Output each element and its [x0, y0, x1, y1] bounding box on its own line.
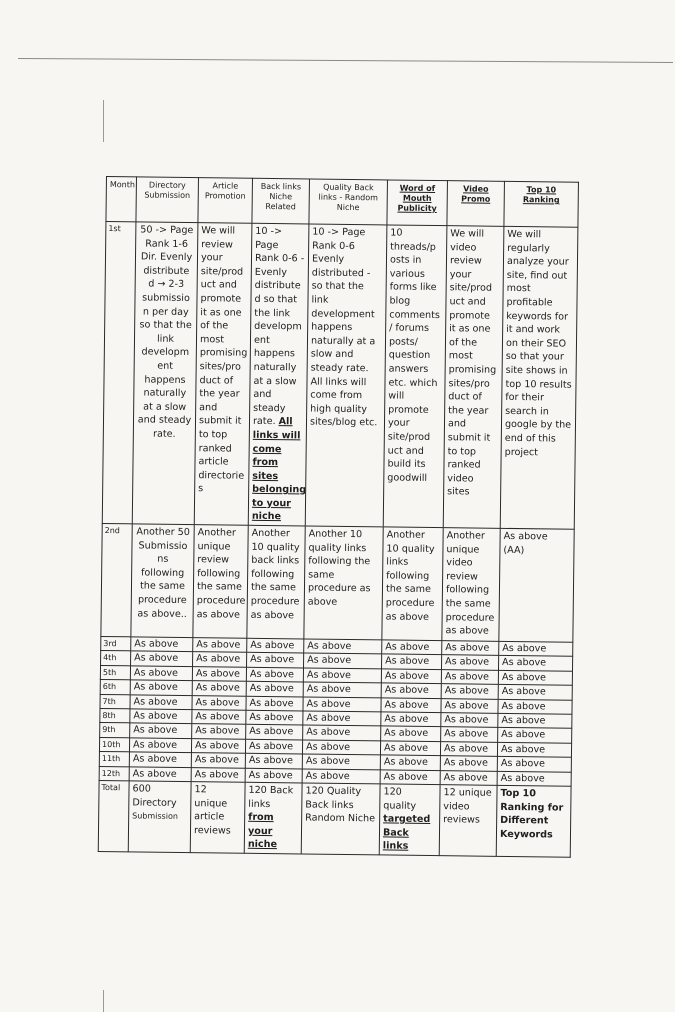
cell-word-of-mouth: As above — [381, 698, 441, 713]
cell-quality: As above — [302, 754, 380, 769]
cell-top10: As above — [498, 699, 572, 714]
total-directory-sub: Submission — [132, 811, 178, 822]
total-article: 12 unique article reviews — [190, 782, 245, 854]
cell-article: As above — [192, 681, 246, 696]
cell-backlinks: As above — [245, 768, 302, 783]
cell-word-of-mouth: As above — [382, 640, 442, 655]
total-wom-text: 120 quality — [383, 786, 417, 812]
cell-word-of-mouth: As above — [381, 669, 441, 684]
table-row — [102, 222, 578, 530]
month-cell: 1st — [102, 222, 136, 524]
cell-backlinks: As above — [247, 653, 304, 668]
cell-word-of-mouth: 10 threads/p osts in various forms like blog comments / forums posts/ question answers etc. which will promote your site/prod uct and build its goodwill — [383, 225, 447, 528]
cell-video: As above — [440, 756, 497, 771]
cell-directory: Another 50 Submissio ns following the same procedure as above.. — [131, 524, 194, 638]
total-video: 12 unique video reviews — [439, 785, 497, 857]
cell-article: As above — [191, 738, 245, 753]
scanned-document — [98, 176, 578, 852]
cell-word-of-mouth: As above — [382, 654, 442, 669]
cell-top10: As above — [498, 670, 572, 685]
cell-quality: As above — [303, 711, 381, 726]
cell-video: As above — [441, 655, 498, 670]
cell-top10: As above — [497, 742, 571, 757]
cell-top10: As above — [498, 685, 572, 700]
total-word-of-mouth — [379, 784, 440, 856]
cell-video: As above — [441, 698, 498, 713]
cell-directory: As above — [130, 666, 192, 681]
total-backlinks-text: 120 Back links — [248, 784, 294, 810]
cell-video: As above — [441, 669, 498, 684]
cell-top10: As above (AA) — [499, 528, 574, 642]
cell-directory: As above — [130, 723, 192, 738]
cell-quality: As above — [304, 639, 382, 654]
cell-video: As above — [441, 727, 498, 742]
total-backlinks-emphasis: from your niche — [247, 811, 278, 851]
cell-backlinks: As above — [245, 753, 302, 768]
total-backlinks — [244, 782, 302, 854]
cell-directory: As above — [131, 651, 193, 666]
total-directory — [128, 781, 191, 853]
cell-top10: As above — [497, 757, 571, 772]
cell-article: As above — [193, 638, 247, 653]
total-quality: 120 Quality Back links Random Niche — [301, 783, 380, 855]
cell-top10: As above — [497, 771, 571, 786]
month-cell: 11th — [99, 752, 129, 767]
month-cell: 7th — [100, 694, 130, 709]
cell-directory: As above — [131, 637, 193, 652]
cell-video: Another unique video review following the same procedure as above — [442, 528, 500, 642]
header-month: Month — [106, 177, 137, 222]
cell-backlinks: As above — [246, 696, 303, 711]
cell-video: As above — [441, 684, 498, 699]
scan-margin-mark — [103, 990, 104, 1012]
header-directory: Directory Submission — [136, 177, 199, 223]
cell-quality: Another 10 quality links following the same procedure as above — [304, 526, 383, 640]
cell-word-of-mouth: As above — [380, 755, 440, 770]
cell-article: As above — [191, 767, 245, 782]
cell-top10: As above — [499, 641, 573, 656]
cell-backlinks: As above — [245, 739, 302, 754]
cell-top10: We will regularly analyze your site, find out most profitable keywords for it and work on their SEO so that your site shows in top 10 results for their search in google by the end of this project — [500, 226, 578, 529]
cell-top10: As above — [498, 656, 572, 671]
cell-article: As above — [192, 695, 246, 710]
scan-margin-mark — [103, 100, 104, 142]
cell-top10: As above — [498, 728, 572, 743]
cell-article: As above — [191, 753, 245, 768]
table-row — [101, 524, 574, 643]
cell-article: We will review your site/prod uct and promote it as one of the most promising sites/pro duct of the year and submit it to top ranked article directorie s — [194, 223, 252, 526]
cell-backlinks — [248, 223, 309, 526]
header-backlinks: Back links Niche Related — [252, 178, 310, 224]
cell-word-of-mouth: As above — [380, 769, 440, 784]
month-cell: 2nd — [101, 524, 132, 637]
month-cell: 9th — [100, 723, 130, 738]
cell-directory: As above — [130, 709, 192, 724]
cell-quality: As above — [303, 725, 381, 740]
cell-backlinks-emphasis: All links will come from sites belonging to your niche — [251, 416, 307, 523]
month-cell: 5th — [100, 665, 130, 680]
total-directory-main: 600 Directory — [132, 783, 177, 809]
month-cell: 3rd — [101, 637, 131, 652]
cell-word-of-mouth: Another 10 quality links following the same procedure as above — [382, 527, 443, 641]
cell-video: As above — [440, 770, 497, 785]
cell-video: As above — [440, 741, 497, 756]
cell-word-of-mouth: As above — [380, 741, 440, 756]
cell-backlinks: As above — [247, 638, 304, 653]
cell-backlinks: As above — [246, 710, 303, 725]
cell-directory: As above — [130, 680, 192, 695]
cell-backlinks: As above — [246, 667, 303, 682]
cell-directory: As above — [129, 752, 191, 767]
month-cell: 12th — [99, 766, 129, 781]
month-cell: 10th — [99, 737, 129, 752]
total-label: Total — [98, 780, 129, 851]
cell-article: As above — [192, 724, 246, 739]
cell-article: As above — [193, 652, 247, 667]
scan-top-line — [18, 58, 673, 63]
cell-backlinks: Another 10 quality back links following the same procedure as above — [247, 525, 305, 639]
cell-quality: As above — [304, 653, 382, 668]
total-wom-emphasis: targeted Back links — [382, 813, 431, 853]
cell-quality: As above — [303, 697, 381, 712]
table-header-row — [106, 177, 579, 228]
cell-quality: As above — [302, 740, 380, 755]
total-top10: Top 10 Ranking for Different Keywords — [496, 785, 571, 857]
header-top10: Top 10 Ranking — [504, 181, 579, 227]
seo-plan-table — [98, 176, 579, 858]
cell-backlinks-text: 10 -> Page Rank 0-6 - Evenly distribute d so that the link developm ent happens naturally at a slow and steady rate. — [252, 225, 305, 428]
header-word-of-mouth: Word of Mouth Publicity — [387, 180, 448, 226]
header-video: Video Promo — [447, 181, 505, 227]
cell-top10: As above — [498, 713, 572, 728]
total-row — [98, 780, 571, 857]
cell-quality: As above — [303, 668, 381, 683]
cell-article: Another unique review following the same procedure as above — [193, 525, 248, 639]
cell-quality: 10 -> Page Rank 0-6 Evenly distributed - so that the link development happens naturally at a slow and steady rate. All links will come from high quality sites/blog etc. — [305, 224, 387, 527]
cell-word-of-mouth: As above — [381, 683, 441, 698]
cell-quality: As above — [302, 769, 380, 784]
cell-article: As above — [192, 710, 246, 725]
month-cell: 8th — [100, 708, 130, 723]
cell-directory: 50 -> Page Rank 1-6 Dir. Evenly distribute d → 2-3 submissio n per day so that the link developm ent happens naturally at a slow and steady rate. — [132, 222, 198, 525]
cell-video: As above — [441, 713, 498, 728]
cell-quality: As above — [303, 682, 381, 697]
cell-video: As above — [442, 641, 499, 656]
month-cell: 6th — [100, 680, 130, 695]
cell-video: We will video review your site/prod uct and promote it as one of the most promising sites/pro duct of the year and submit it to top ranked video sites — [443, 226, 504, 529]
cell-directory: As above — [130, 694, 192, 709]
cell-directory: As above — [129, 738, 191, 753]
month-cell: 4th — [101, 651, 131, 666]
cell-word-of-mouth: As above — [381, 726, 441, 741]
header-article: Article Promotion — [198, 178, 253, 224]
cell-article: As above — [192, 666, 246, 681]
cell-directory: As above — [129, 766, 191, 781]
cell-word-of-mouth: As above — [381, 712, 441, 727]
cell-backlinks: As above — [246, 725, 303, 740]
header-quality: Quality Back links - Random Niche — [309, 179, 388, 225]
cell-backlinks: As above — [246, 681, 303, 696]
